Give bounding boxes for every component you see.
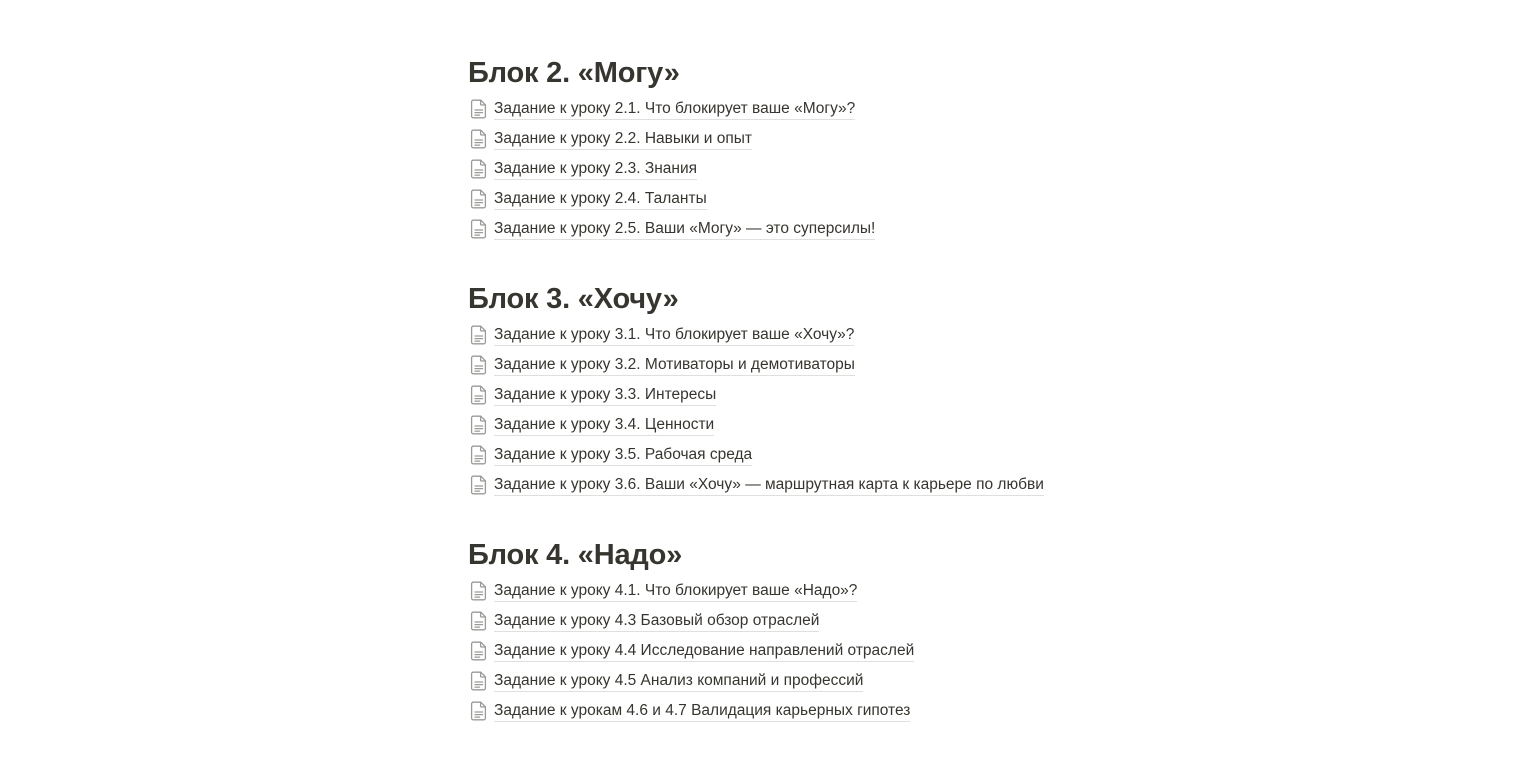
page-link-label: Задание к уроку 4.5 Анализ компаний и профессий: [494, 671, 863, 692]
page-link-label: Задание к уроку 2.1. Что блокирует ваше «Могу»?: [494, 99, 855, 120]
page-document-icon: [468, 444, 490, 466]
page-link[interactable]: [468, 696, 914, 726]
page-link[interactable]: [468, 320, 1044, 350]
page-link-label: Задание к уроку 3.2. Мотиваторы и демотиваторы: [494, 355, 855, 376]
page-link[interactable]: [468, 124, 875, 154]
page-link-label: Задание к уроку 3.6. Ваши «Хочу» — маршрутная карта к карьере по любви: [494, 475, 1044, 496]
page-link-list: [468, 320, 1044, 500]
page-document-icon: [468, 384, 490, 406]
page-document-icon: [468, 354, 490, 376]
page-document-icon: [468, 700, 490, 722]
page-link-label: Задание к уроку 3.3. Интересы: [494, 385, 716, 406]
page-link[interactable]: [468, 666, 914, 696]
page-link-label: Задание к уроку 2.3. Знания: [494, 159, 697, 180]
page-link-list: [468, 576, 914, 726]
page-document-icon: [468, 218, 490, 240]
page-link-label: Задание к уроку 3.1. Что блокирует ваше «Хочу»?: [494, 325, 854, 346]
block-nado: [468, 536, 914, 726]
page-link-list: [468, 94, 875, 244]
page-document-icon: [468, 98, 490, 120]
page-link-label: Задание к уроку 4.1. Что блокирует ваше «Надо»?: [494, 581, 857, 602]
block-heading: Блок 4. «Надо»: [468, 539, 683, 571]
page-link-label: Задание к урокам 4.6 и 4.7 Валидация карьерных гипотез: [494, 701, 910, 722]
page-link[interactable]: [468, 94, 875, 124]
block-khochu: [468, 280, 1044, 500]
page-link[interactable]: [468, 576, 914, 606]
page-document-icon: [468, 474, 490, 496]
page-link[interactable]: [468, 606, 914, 636]
page-document-icon: [468, 610, 490, 632]
page-document-icon: [468, 414, 490, 436]
page-link[interactable]: [468, 184, 875, 214]
page-link[interactable]: [468, 636, 914, 666]
page-link[interactable]: [468, 440, 1044, 470]
page-link-label: Задание к уроку 4.3 Базовый обзор отраслей: [494, 611, 819, 632]
page-link[interactable]: [468, 154, 875, 184]
page-document-icon: [468, 670, 490, 692]
page-link[interactable]: [468, 410, 1044, 440]
page-document-icon: [468, 188, 490, 210]
page-link-label: Задание к уроку 3.4. Ценности: [494, 415, 714, 436]
page-link-label: Задание к уроку 3.5. Рабочая среда: [494, 445, 752, 466]
page-link-label: Задание к уроку 2.2. Навыки и опыт: [494, 129, 752, 150]
page-link-label: Задание к уроку 2.5. Ваши «Могу» — это суперсилы!: [494, 219, 875, 240]
page-link[interactable]: [468, 470, 1044, 500]
page-document-icon: [468, 580, 490, 602]
block-mogu: [468, 54, 875, 244]
page-link[interactable]: [468, 214, 875, 244]
page-link[interactable]: [468, 350, 1044, 380]
block-heading: Блок 2. «Могу»: [468, 57, 680, 89]
page-document-icon: [468, 128, 490, 150]
page-link-label: Задание к уроку 2.4. Таланты: [494, 189, 707, 210]
page-link-label: Задание к уроку 4.4 Исследование направлений отраслей: [494, 641, 914, 662]
page-document-icon: [468, 640, 490, 662]
page-document-icon: [468, 324, 490, 346]
block-heading: Блок 3. «Хочу»: [468, 283, 679, 315]
page-document-icon: [468, 158, 490, 180]
page-link[interactable]: [468, 380, 1044, 410]
